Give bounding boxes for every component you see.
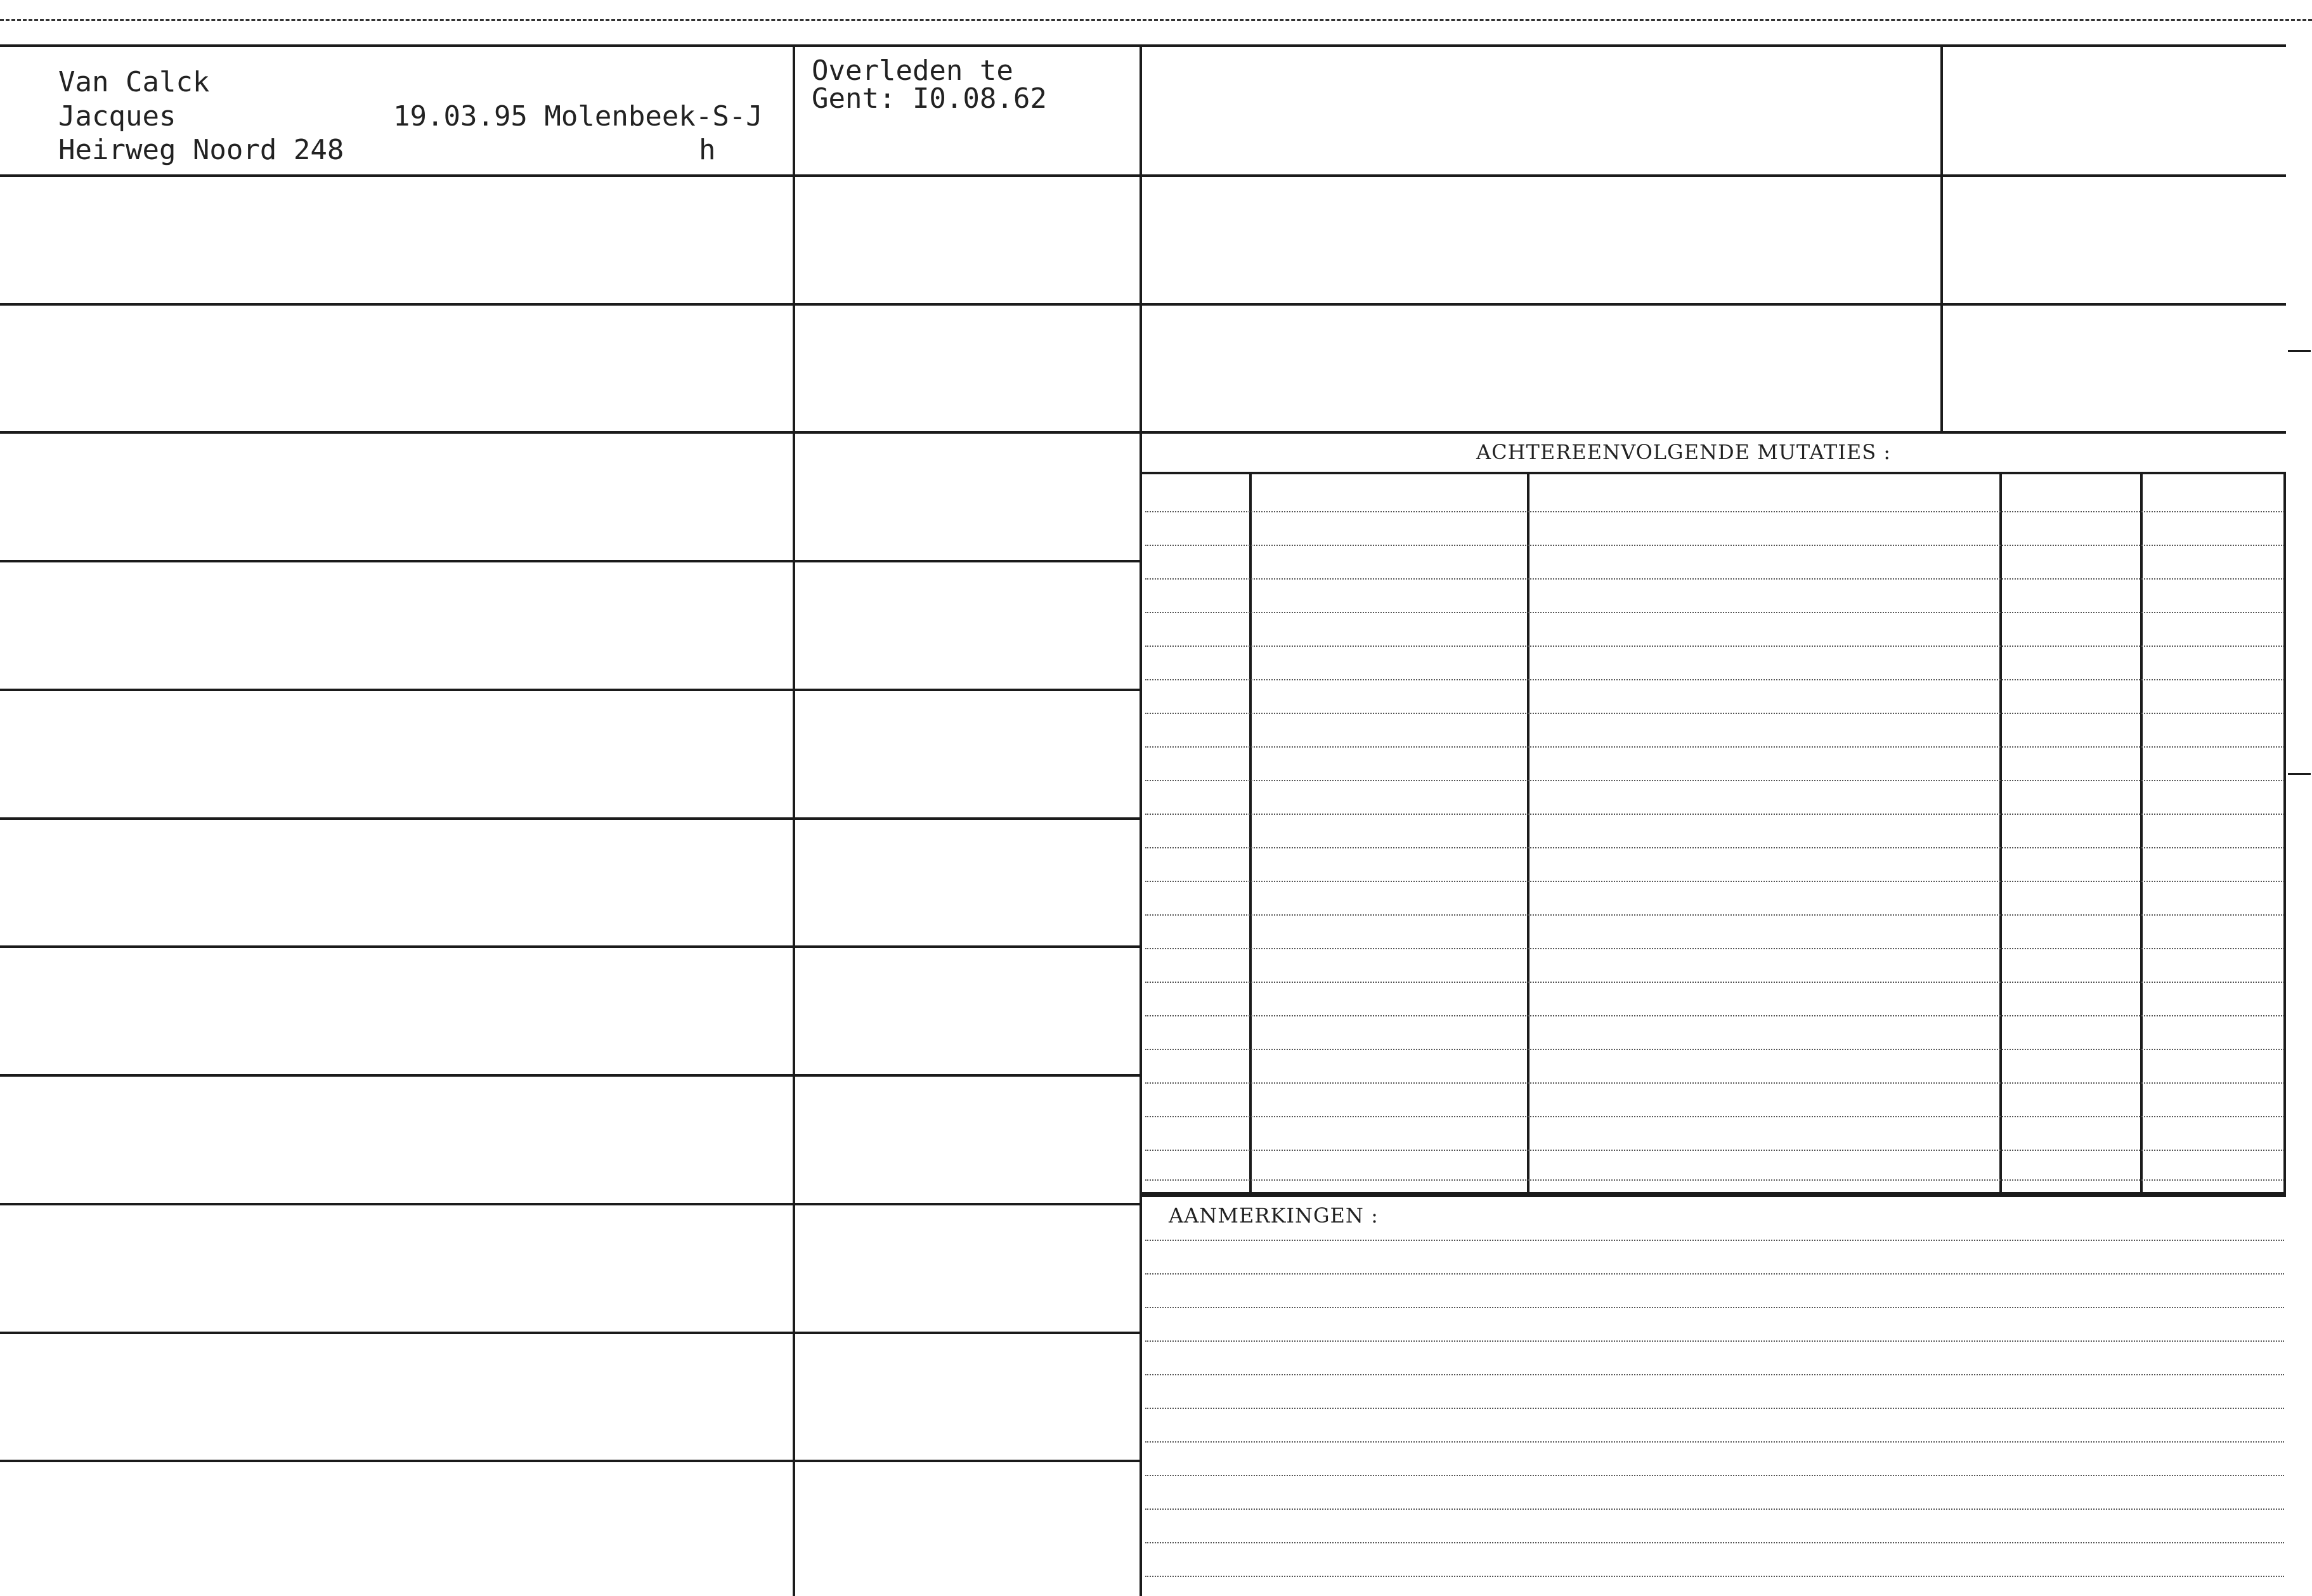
death-note-line2: Gent: I0.08.62	[812, 82, 1047, 115]
mutations-ruled-line	[1145, 881, 2284, 882]
left-row-line	[0, 431, 1141, 434]
mutations-ruled-line	[1145, 982, 2284, 983]
left-row-line	[0, 174, 1141, 177]
remarks-ruled-line	[1145, 1273, 2284, 1275]
mutations-ruled-line	[1145, 780, 2284, 781]
mutations-ruled-line	[1145, 814, 2284, 815]
remarks-ruled-line	[1145, 1441, 2284, 1443]
mutations-ruled-line	[1145, 646, 2284, 647]
edge-tick-mark	[2288, 773, 2311, 775]
left-row-line	[0, 303, 1141, 306]
remarks-ruled-line	[1145, 1508, 2284, 1510]
left-row-line	[0, 817, 1141, 820]
column-divider-3	[1940, 46, 1943, 432]
mutations-ruled-line	[1145, 511, 2284, 512]
mutations-ruled-line	[1145, 578, 2284, 580]
left-row-line	[0, 560, 1141, 562]
remarks-ruled-line	[1145, 1576, 2284, 1577]
mutations-ruled-line	[1145, 1179, 2284, 1181]
remarks-ruled-line	[1145, 1240, 2284, 1241]
mutations-ruled-line	[1145, 1116, 2284, 1117]
left-row-line	[0, 945, 1141, 948]
upper-right-row-line	[1141, 174, 2286, 177]
column-divider-2	[1140, 46, 1142, 1596]
mutations-heading: ACHTEREENVOLGENDE MUTATIES :	[1476, 440, 1892, 464]
remarks-heading: AANMERKINGEN :	[1169, 1203, 1379, 1228]
column-divider-1	[793, 46, 795, 1596]
mutations-table-top	[1141, 472, 2286, 474]
first-name-text: Jacques	[58, 100, 176, 133]
left-row-line	[0, 689, 1141, 691]
upper-right-row-line	[1141, 431, 2286, 434]
mutations-col-divider	[1249, 473, 1252, 1192]
mutations-ruled-line	[1145, 1082, 2284, 1084]
top-edge-line	[0, 19, 2312, 21]
mutations-ruled-line	[1145, 545, 2284, 546]
mutations-ruled-line	[1145, 713, 2284, 714]
remarks-ruled-line	[1145, 1408, 2284, 1409]
remarks-top-border	[1141, 1195, 2286, 1197]
mutations-ruled-line	[1145, 612, 2284, 613]
mutations-ruled-line	[1145, 914, 2284, 916]
left-row-line	[0, 1460, 1141, 1462]
left-row-line	[0, 1332, 1141, 1334]
remarks-ruled-line	[1145, 1307, 2284, 1308]
marker-text: h	[699, 134, 716, 166]
birth-date-place-text: 19.03.95 Molenbeek-S-J	[393, 100, 763, 133]
mutations-ruled-line	[1145, 948, 2284, 949]
mutations-col-divider	[2140, 473, 2143, 1192]
mutations-ruled-line	[1145, 1049, 2284, 1050]
address-text: Heirweg Noord 248	[58, 134, 344, 166]
mutations-ruled-line	[1145, 1015, 2284, 1016]
left-row-line	[0, 1074, 1141, 1077]
remarks-ruled-line	[1145, 1475, 2284, 1476]
card-top-border	[0, 44, 2286, 47]
surname-text: Van Calck	[58, 66, 210, 98]
remarks-ruled-line	[1145, 1340, 2284, 1342]
mutations-right-border	[2283, 473, 2286, 1192]
left-row-line	[0, 1203, 1141, 1205]
remarks-ruled-line	[1145, 1542, 2284, 1543]
mutations-ruled-line	[1145, 847, 2284, 848]
mutations-col-divider	[1999, 473, 2002, 1192]
mutations-ruled-line	[1145, 1150, 2284, 1151]
mutations-ruled-line	[1145, 746, 2284, 748]
remarks-ruled-line	[1145, 1374, 2284, 1375]
death-note-line1: Overleden te	[812, 55, 1013, 87]
upper-right-row-line	[1141, 303, 2286, 306]
mutations-ruled-line	[1145, 679, 2284, 680]
edge-tick-mark	[2288, 350, 2311, 352]
mutations-col-divider	[1527, 473, 1529, 1192]
